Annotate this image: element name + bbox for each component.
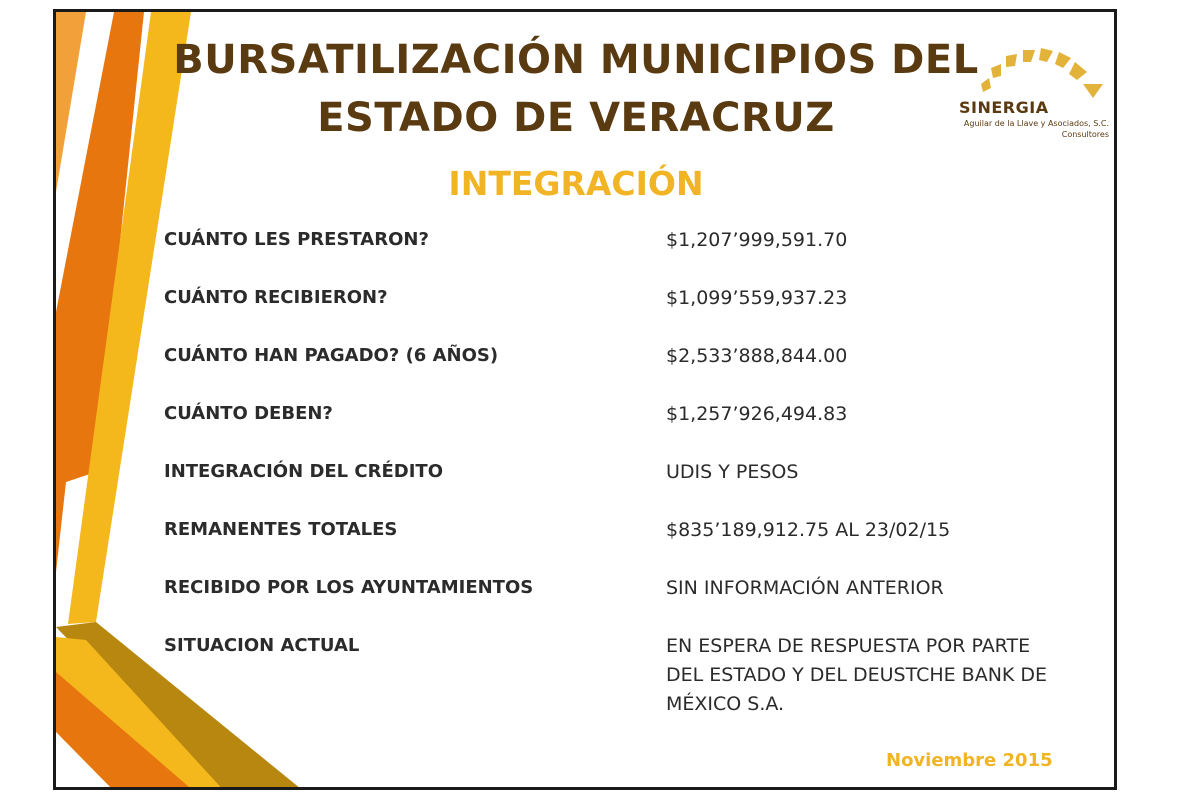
slide	[53, 9, 1117, 790]
row-value: $835’189,912.75 AL 23/02/15	[666, 519, 951, 541]
logo-tagline: Consultores	[1061, 130, 1109, 139]
title-line-2: ESTADO DE VERACRUZ	[317, 95, 835, 141]
row-value: SIN INFORMACIÓN ANTERIOR	[666, 577, 944, 599]
chevron-arc-icon	[951, 32, 1116, 102]
row-label: INTEGRACIÓN DEL CRÉDITO	[164, 461, 443, 482]
row-value: $1,257’926,494.83	[666, 403, 848, 425]
footer-date: Noviembre 2015	[886, 750, 1053, 771]
row-label: SITUACION ACTUAL	[164, 635, 360, 656]
sinergia-logo	[951, 32, 1116, 144]
row-label: CUÁNTO HAN PAGADO? (6 AÑOS)	[164, 345, 499, 366]
row-value: $1,207’999,591.70	[666, 229, 848, 251]
logo-subline: Aguilar de la Llave y Asociados, S.C.	[963, 119, 1109, 128]
row-label: CUÁNTO RECIBIERON?	[164, 287, 388, 308]
row-value: UDIS Y PESOS	[666, 461, 799, 483]
row-label: REMANENTES TOTALES	[164, 519, 398, 540]
row-label: RECIBIDO POR LOS AYUNTAMIENTOS	[164, 577, 534, 598]
stripe-light-orange	[56, 12, 86, 192]
row-value: $2,533’888,844.00	[666, 345, 848, 367]
row-label: CUÁNTO DEBEN?	[164, 403, 333, 424]
title-line-1: BURSATILIZACIÓN MUNICIPIOS DEL	[173, 37, 979, 83]
logo-name: SINERGIA	[959, 98, 1049, 117]
row-value: EN ESPERA DE RESPUESTA POR PARTE DEL ESTADO Y DEL DEUSTCHE BANK DE MÉXICO S.A.	[666, 635, 1048, 715]
row-value: $1,099’559,937.23	[666, 287, 848, 309]
section-subtitle: INTEGRACIÓN	[448, 164, 704, 203]
row-label: CUÁNTO LES PRESTARON?	[164, 229, 429, 250]
